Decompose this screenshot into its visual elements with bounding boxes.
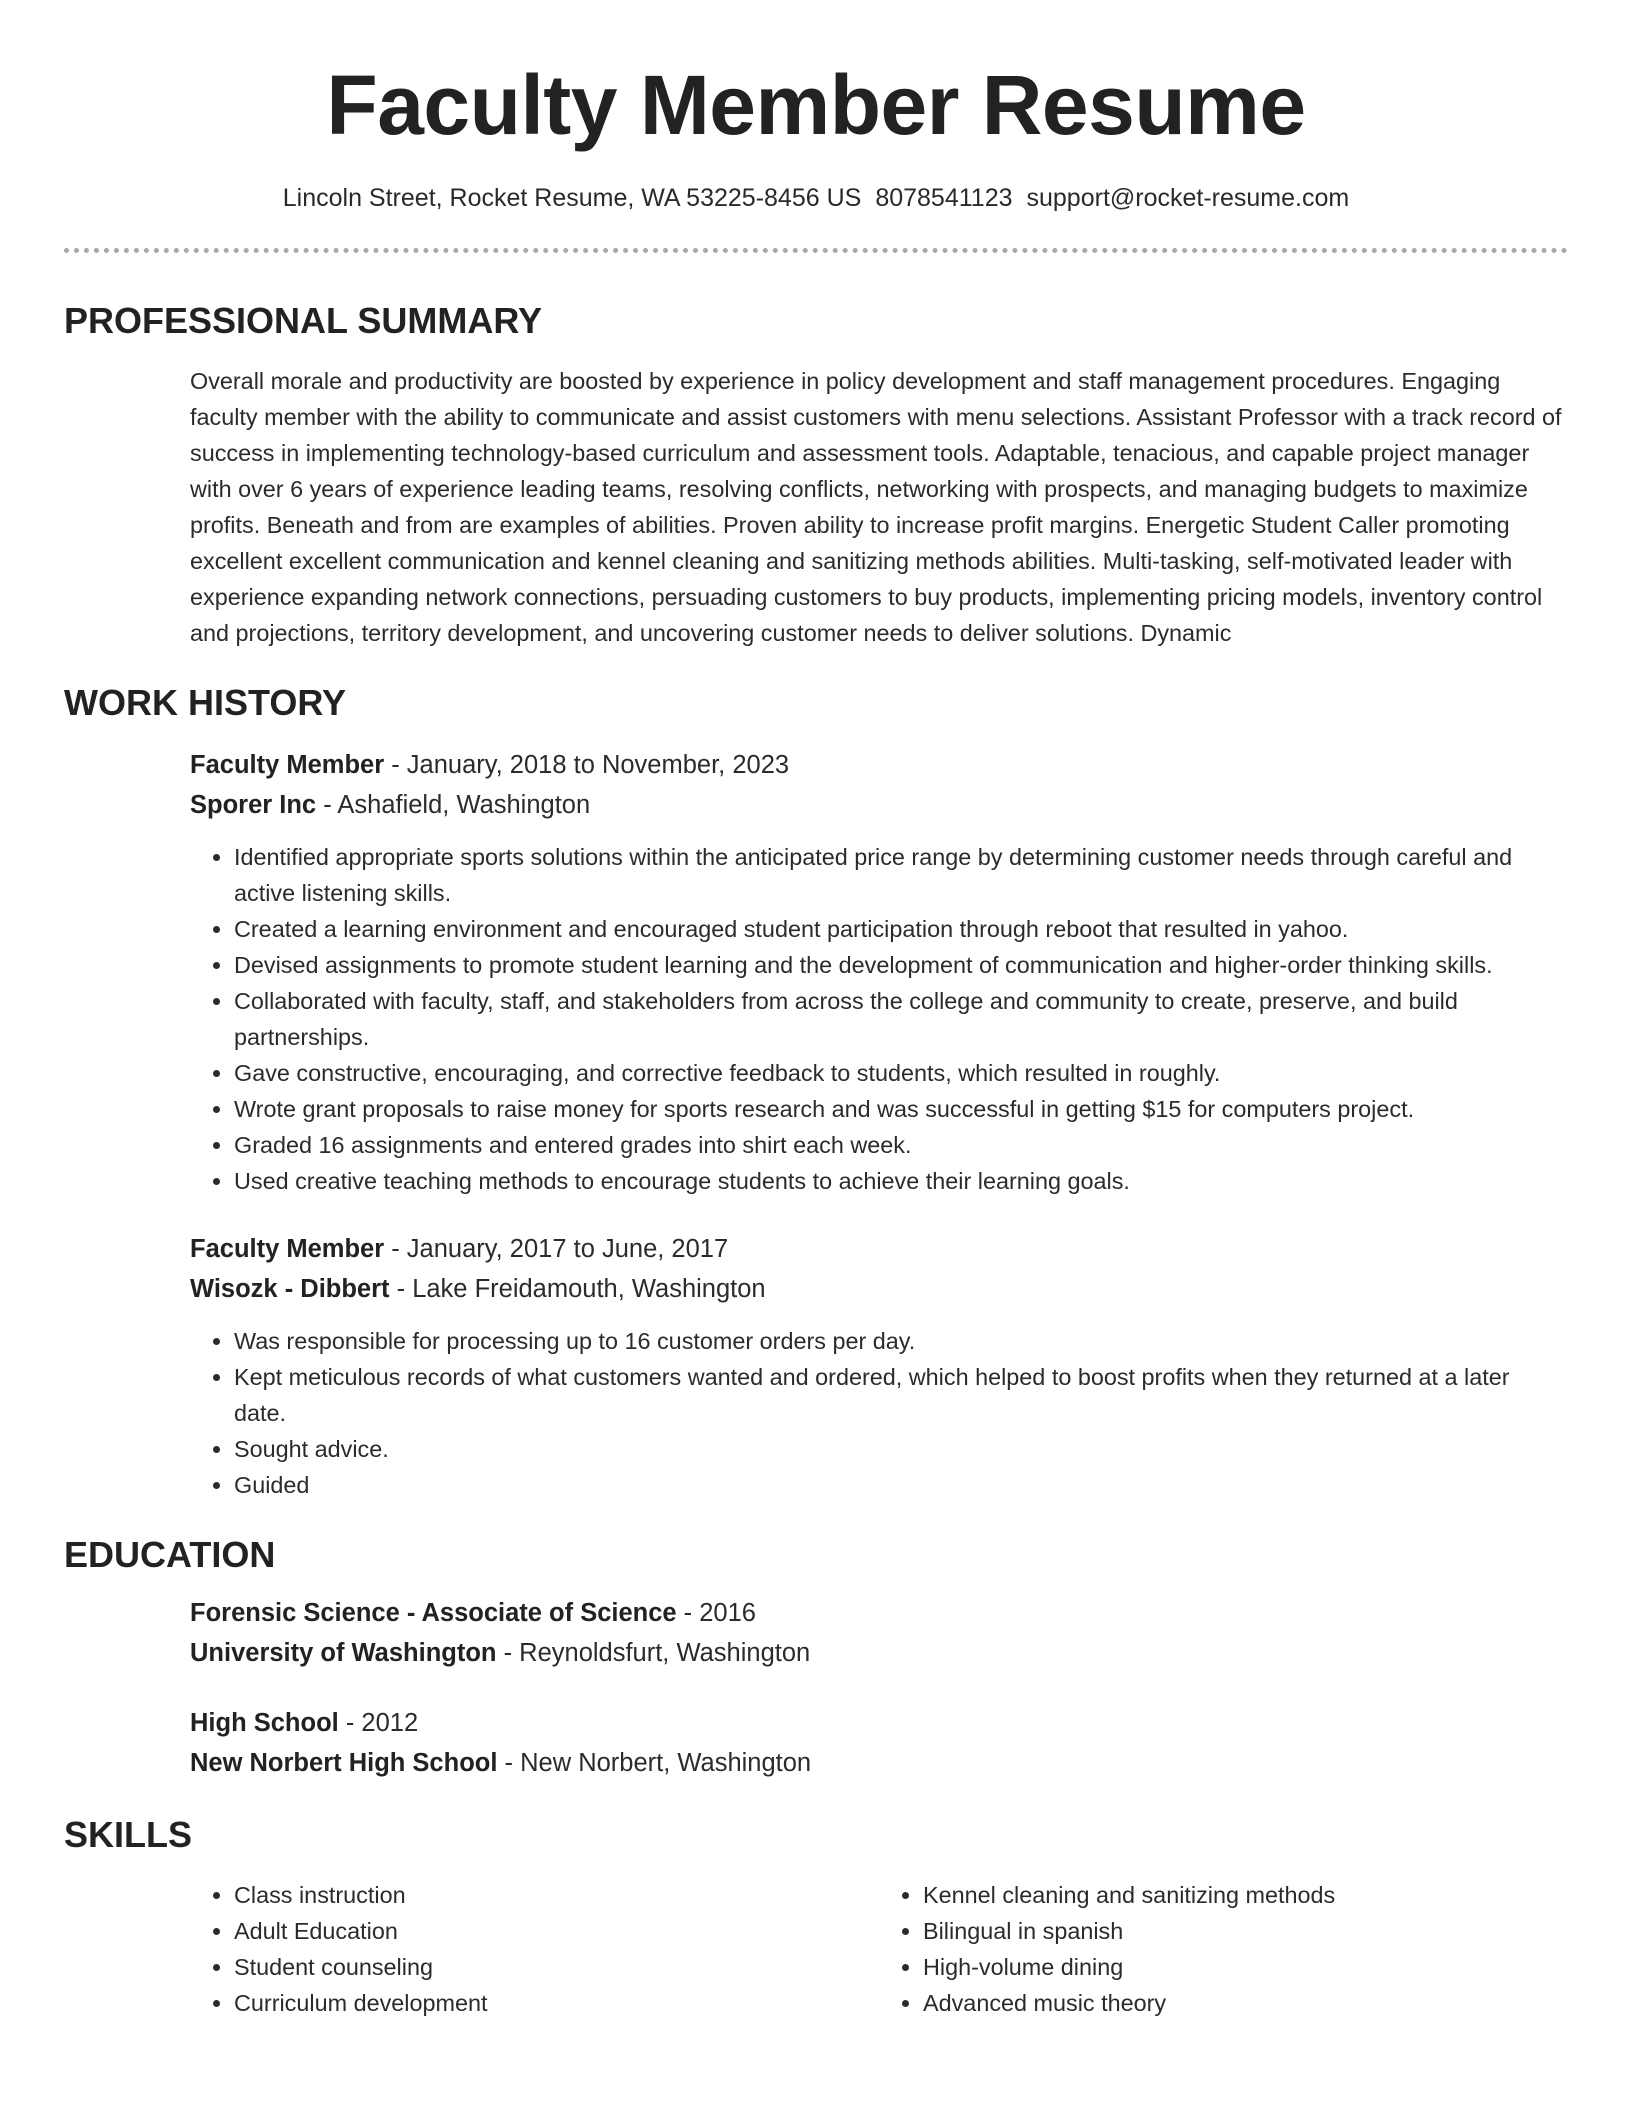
job-title: Faculty Member (190, 751, 385, 779)
job-bullet: • Graded 16 assignments and entered grades into shirt each week. (234, 1127, 1568, 1163)
education-school-line (190, 1743, 1568, 1783)
education-year: - 2012 (338, 1709, 419, 1737)
header-divider (64, 248, 1568, 253)
job-dates: - January, 2017 to June, 2017 (384, 1235, 729, 1263)
education-degree: High School (190, 1709, 339, 1737)
job-title-line (190, 745, 1568, 785)
section-title-education: EDUCATION (64, 1534, 276, 1575)
job-bullet: • Kept meticulous records of what customers wanted and ordered, which helped to boost profits when they returned at a later date. (234, 1359, 1568, 1431)
job-entry (190, 1229, 1568, 1503)
job-company-line (190, 785, 1568, 825)
education-degree: Forensic Science - Associate of Science (190, 1599, 677, 1627)
job-bullet: • Used creative teaching methods to encourage students to achieve their learning goals. (234, 1163, 1568, 1199)
skills-grid (190, 1877, 1568, 2021)
skill-item: • Adult Education (234, 1913, 879, 1949)
job-title-line (190, 1229, 1568, 1269)
skill-item: • Student counseling (234, 1949, 879, 1985)
education-location: - New Norbert, Washington (497, 1749, 812, 1777)
education-school: University of Washington (190, 1639, 497, 1667)
section-title-summary: PROFESSIONAL SUMMARY (64, 300, 543, 341)
skills-column-right (879, 1877, 1568, 2021)
resume-title: Faculty Member Resume (326, 58, 1306, 152)
contact-address: Lincoln Street, Rocket Resume, WA 53225-8456 US (282, 184, 862, 212)
job-dates: - January, 2018 to November, 2023 (384, 751, 790, 779)
skill-item: • Advanced music theory (923, 1985, 1568, 2021)
job-location: - Ashafield, Washington (316, 791, 591, 819)
education-entry (190, 1703, 1568, 1783)
job-company-line (190, 1269, 1568, 1309)
job-location: - Lake Freidamouth, Washington (389, 1275, 766, 1303)
summary-text: Overall morale and productivity are boosted by experience in policy development and staff management procedures. Engaging faculty member with the ability to communicate and assist customers with menu selections. Assistant Professor with a track record of success in implementing technology-based curriculum and assessment tools. Adaptable, tenacious, and capable project manager with over 6 years of experience leading teams, resolving conflicts, networking with prospects, and managing budgets to maximize profits. Beneath and from are examples of abilities. Proven ability to increase profit margins. Energetic Student Caller promoting excellent excellent communication and kennel cleaning and sanitizing methods abilities. Multi-tasking, self-motivated leader with experience expanding network connections, persuading customers to buy products, implementing pricing models, inventory control and projections, territory development, and uncovering customer needs to deliver solutions. Dynamic (190, 368, 1562, 646)
education-degree-line (190, 1703, 1568, 1743)
job-bullet: • Collaborated with faculty, staff, and stakeholders from across the college and community to create, preserve, and build partnerships. (234, 983, 1568, 1055)
skill-item: • Bilingual in spanish (923, 1913, 1568, 1949)
skill-item: • Curriculum development (234, 1985, 879, 2021)
job-entry (190, 745, 1568, 1199)
job-bullets (190, 1323, 1568, 1503)
job-bullets (190, 839, 1568, 1199)
skill-item: • High-volume dining (923, 1949, 1568, 1985)
education-school: New Norbert High School (190, 1749, 498, 1777)
job-bullet: • Devised assignments to promote student learning and the development of communication and higher-order thinking skills. (234, 947, 1568, 983)
section-title-skills: SKILLS (64, 1814, 193, 1855)
job-bullet: • Identified appropriate sports solutions within the anticipated price range by determining customer needs through careful and active listening skills. (234, 839, 1568, 911)
job-bullet: • Wrote grant proposals to raise money for sports research and was successful in getting $15 for computers project. (234, 1091, 1568, 1127)
job-bullet: • Gave constructive, encouraging, and corrective feedback to students, which resulted in roughly. (234, 1055, 1568, 1091)
job-title: Faculty Member (190, 1235, 385, 1263)
skills-column-left (190, 1877, 879, 2021)
skill-item: • Class instruction (234, 1877, 879, 1913)
job-bullet: • Sought advice. (234, 1431, 1568, 1467)
education-degree-line (190, 1593, 1568, 1633)
contact-phone: 8078541123 (875, 184, 1013, 212)
job-company: Sporer Inc (190, 791, 317, 819)
contact-email[interactable]: support@rocket-resume.com (1026, 184, 1350, 212)
education-entry (190, 1593, 1568, 1673)
contact-line (64, 182, 1568, 214)
section-title-work-history: WORK HISTORY (64, 682, 347, 723)
education-year: - 2016 (676, 1599, 756, 1627)
job-company: Wisozk - Dibbert (190, 1275, 390, 1303)
job-bullet: • Created a learning environment and encouraged student participation through reboot that resulted in yahoo. (234, 911, 1568, 947)
education-school-line (190, 1633, 1568, 1673)
job-bullet: • Was responsible for processing up to 16 customer orders per day. (234, 1323, 1568, 1359)
job-bullet: • Guided (234, 1467, 1568, 1503)
education-location: - Reynoldsfurt, Washington (496, 1639, 811, 1667)
skill-item: • Kennel cleaning and sanitizing methods (923, 1877, 1568, 1913)
